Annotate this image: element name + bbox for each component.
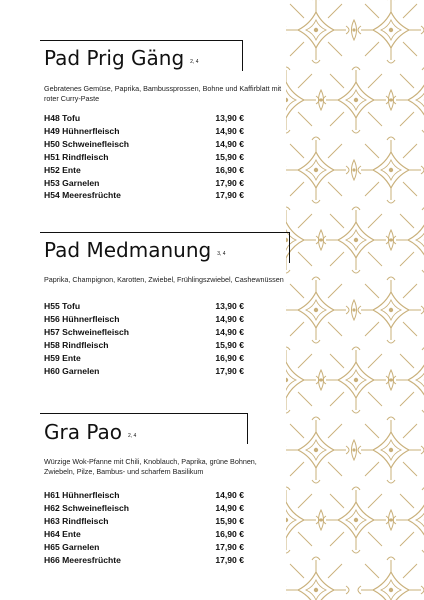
menu-item: [44, 177, 244, 190]
item-price: 14,90 €: [215, 502, 244, 513]
item-price: 17,90 €: [215, 541, 244, 552]
menu-item: [44, 541, 244, 554]
item-name: H50 Schweinefleisch: [44, 138, 130, 149]
menu-item: [44, 554, 244, 567]
menu-item: [44, 151, 244, 164]
thai-lattice-ornament-icon: [286, 0, 424, 600]
menu-item: [44, 489, 244, 502]
menu-item: [44, 502, 244, 515]
item-name: H62 Schweinefleisch: [44, 502, 130, 513]
item-name: H54 Meeresfrüchte: [44, 190, 121, 201]
item-price: 17,90 €: [215, 177, 244, 188]
item-name: H57 Schweinefleisch: [44, 326, 130, 337]
item-name: H58 Rindfleisch: [44, 339, 109, 350]
menu-item: [44, 125, 244, 138]
menu-item: [44, 300, 244, 313]
menu-item: [44, 339, 244, 352]
menu-item: [44, 189, 244, 202]
section-title: [44, 240, 226, 260]
section-description: Paprika, Champignon, Karotten, Zwiebel, Frühlingszwiebel, Cashewnüssen: [44, 275, 284, 284]
item-name: H48 Tofu: [44, 113, 81, 123]
item-name: H49 Hühnerfleisch: [44, 125, 120, 136]
item-name: H66 Meeresfrüchte: [44, 554, 121, 565]
section-title: [44, 422, 136, 442]
section-title-text: Pad Medmanung: [44, 238, 212, 262]
menu-item: [44, 365, 244, 378]
item-price: 15,90 €: [215, 339, 244, 350]
section-title: [44, 48, 198, 68]
item-price: 14,90 €: [215, 313, 244, 324]
item-price: 13,90 €: [215, 113, 244, 123]
menu-item: [44, 352, 244, 365]
section-description: Gebratenes Gemüse, Paprika, Bambussprossen, Bohne und Kaffirblatt mit roter Curry-Paste: [44, 84, 282, 103]
item-price: 16,90 €: [215, 528, 244, 539]
item-name: H53 Garnelen: [44, 177, 100, 188]
item-price: 15,90 €: [215, 151, 244, 162]
item-price: 16,90 €: [215, 164, 244, 175]
item-price: 14,90 €: [215, 326, 244, 337]
item-price: 17,90 €: [215, 554, 244, 565]
menu-item-list: [44, 489, 244, 566]
item-name: H52 Ente: [44, 164, 81, 175]
item-name: H63 Rindfleisch: [44, 515, 109, 526]
menu-item: [44, 164, 244, 177]
item-name: H51 Rindfleisch: [44, 151, 109, 162]
item-price: 14,90 €: [215, 138, 244, 149]
item-price: 15,90 €: [215, 515, 244, 526]
item-name: H59 Ente: [44, 352, 81, 363]
item-price: 14,90 €: [215, 490, 244, 500]
menu-item: [44, 112, 244, 125]
menu-item: [44, 528, 244, 541]
menu-item: [44, 326, 244, 339]
allergen-codes: 3, 4: [217, 251, 226, 257]
item-name: H60 Garnelen: [44, 365, 100, 376]
menu-item: [44, 313, 244, 326]
item-price: 17,90 €: [215, 365, 244, 376]
item-price: 17,90 €: [215, 190, 244, 201]
section-description: Würzige Wok-Pfanne mit Chili, Knoblauch, Paprika, grüne Bohnen, Zwiebeln, Pilze, Bambus- und scharfem Basilikum: [44, 457, 257, 476]
item-price: 16,90 €: [215, 352, 244, 363]
item-price: 14,90 €: [215, 125, 244, 136]
section-title-text: Gra Pao: [44, 420, 122, 444]
menu-item-list: [44, 112, 244, 202]
item-name: H61 Hühnerfleisch: [44, 490, 120, 500]
menu-item-list: [44, 300, 244, 377]
allergen-codes: 2, 4: [128, 433, 137, 439]
item-price: 13,90 €: [215, 301, 244, 311]
item-name: H55 Tofu: [44, 301, 81, 311]
section-title-text: Pad Prig Gäng: [44, 46, 185, 70]
item-name: H65 Garnelen: [44, 541, 100, 552]
item-name: H56 Hühnerfleisch: [44, 313, 120, 324]
item-name: H64 Ente: [44, 528, 81, 539]
menu-item: [44, 515, 244, 528]
menu-item: [44, 138, 244, 151]
decorative-pattern-panel: [286, 0, 424, 600]
allergen-codes: 2, 4: [190, 59, 199, 65]
